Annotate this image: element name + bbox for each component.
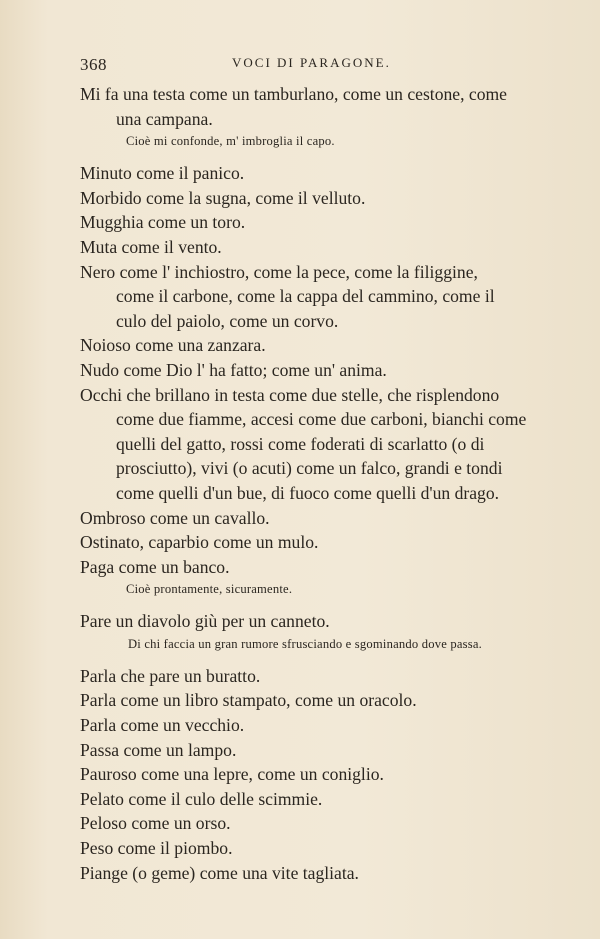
entry bbox=[80, 738, 520, 763]
entry-note: Cioè mi confonde, m' imbroglia il capo. bbox=[126, 134, 335, 149]
entry-line: Mugghia come un toro. bbox=[80, 212, 246, 233]
entry bbox=[80, 555, 520, 600]
entry bbox=[80, 664, 520, 689]
entry bbox=[80, 260, 520, 334]
entry-line: prosciutto), vivi (o acuti) come un falco, grandi e tondi bbox=[116, 458, 503, 479]
entry-note: Di chi faccia un gran rumore sfrusciando e sgominando dove passa. bbox=[128, 636, 482, 651]
entry bbox=[80, 358, 520, 383]
entry-note: Cioè prontamente, sicuramente. bbox=[126, 582, 293, 597]
entry bbox=[80, 688, 520, 713]
entry-line: Parla che pare un buratto. bbox=[80, 665, 261, 686]
entry bbox=[80, 82, 520, 151]
entry bbox=[80, 235, 520, 260]
entry-line: quelli del gatto, rossi come foderati di scarlatto (o di bbox=[116, 433, 485, 454]
entry bbox=[80, 861, 520, 886]
entry-line: Morbido come la sugna, come il velluto. bbox=[80, 187, 366, 208]
entry bbox=[80, 186, 520, 211]
entry-line: Piange (o geme) come una vite tagliata. bbox=[80, 862, 359, 883]
entry-line: culo del paiolo, come un corvo. bbox=[116, 310, 339, 331]
entry-line: Pare un diavolo giù per un canneto. bbox=[80, 611, 330, 632]
entry bbox=[80, 506, 520, 531]
entry-line: Nero come l' inchiostro, come la pece, come la filiggine, bbox=[80, 261, 478, 282]
page-body bbox=[80, 82, 527, 885]
entry bbox=[80, 383, 527, 506]
entry-line: una campana. bbox=[116, 108, 213, 129]
page-number: 368 bbox=[80, 55, 107, 74]
entry bbox=[80, 530, 520, 555]
entry-line: come quelli d'un bue, di fuoco come quelli d'un drago. bbox=[116, 482, 500, 503]
entry-line: Ostinato, caparbio come un mulo. bbox=[80, 532, 319, 553]
entry-line: come due fiamme, accesi come due carboni, bianchi come bbox=[116, 409, 527, 430]
entry-line: Parla come un vecchio. bbox=[80, 715, 245, 736]
entry bbox=[80, 811, 520, 836]
entry bbox=[80, 713, 520, 738]
entry-line: Peso come il piombo. bbox=[80, 838, 233, 859]
entry-line: Peloso come un orso. bbox=[80, 813, 231, 834]
entry-line: Mi fa una testa come un tamburlano, come un cestone, come bbox=[80, 84, 507, 104]
entry-line: Muta come il vento. bbox=[80, 236, 222, 257]
entry-line: Noioso come una zanzara. bbox=[80, 335, 266, 356]
entry-line: Minuto come il panico. bbox=[80, 163, 245, 184]
entry-line: Passa come un lampo. bbox=[80, 739, 237, 760]
entry-line: Paga come un banco. bbox=[80, 556, 230, 577]
entry bbox=[80, 836, 520, 861]
entry bbox=[80, 210, 520, 235]
entry bbox=[80, 762, 520, 787]
entry-line: Occhi che brillano in testa come due stelle, che risplendono bbox=[80, 384, 500, 405]
entry bbox=[80, 787, 520, 812]
entry bbox=[80, 333, 520, 358]
entry-line: Pelato come il culo delle scimmie. bbox=[80, 788, 323, 809]
entry-line: come il carbone, come la cappa del cammino, come il bbox=[116, 286, 495, 307]
entry-line: Parla come un libro stampato, come un oracolo. bbox=[80, 690, 417, 711]
entry-line: Ombroso come un cavallo. bbox=[80, 507, 270, 528]
running-title: VOCI DI PARAGONE. bbox=[232, 55, 391, 70]
entry bbox=[80, 161, 520, 186]
page-header bbox=[0, 55, 600, 79]
entry bbox=[80, 609, 520, 654]
entry-line: Pauroso come una lepre, come un coniglio. bbox=[80, 764, 384, 785]
entry-line: Nudo come Dio l' ha fatto; come un' anima. bbox=[80, 359, 387, 380]
